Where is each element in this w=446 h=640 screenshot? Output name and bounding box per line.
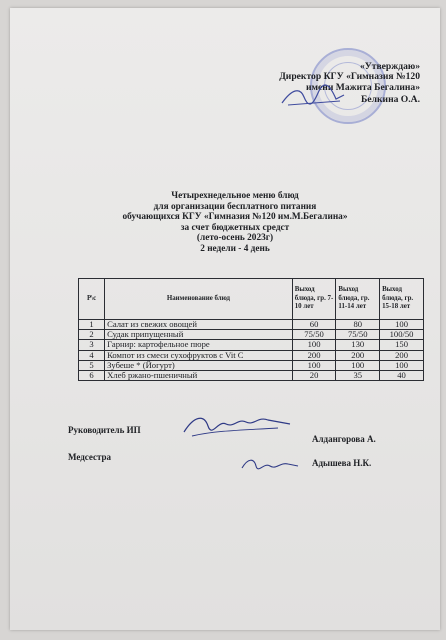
row-num: 5: [79, 360, 105, 370]
row-num: 3: [79, 340, 105, 350]
portion-7-10: 100: [292, 360, 336, 370]
title-line-4: за счет бюджетных средст: [180, 222, 290, 233]
portion-7-10: 100: [292, 340, 336, 350]
portion-15-18: 100: [380, 320, 424, 330]
table-row: [79, 320, 424, 330]
portion-11-14: 100: [336, 360, 380, 370]
approval-line-4: Белкина О.А.: [361, 94, 420, 106]
header-age-15-18: Выход блюда, гр. 15-18 лет: [380, 279, 424, 320]
dish-name: Судак припущенный: [105, 330, 293, 340]
nurse-role: Медсестра: [68, 452, 112, 462]
portion-7-10: 200: [292, 350, 336, 360]
portion-15-18: 40: [380, 371, 424, 381]
title-line-6: 2 недели - 4 день: [200, 243, 270, 254]
manager-name: Алдангорова А.: [312, 434, 376, 444]
portion-11-14: 130: [336, 340, 380, 350]
dish-name: Хлеб ржано-пшеничный: [105, 371, 293, 381]
dish-name: Гарнир: картофельное пюре: [105, 340, 293, 350]
manager-role: Руководитель ИП: [68, 425, 141, 435]
approval-line-3: имени Мажита Бегалина»: [305, 81, 420, 93]
table-row: [79, 330, 424, 340]
nurse-signature: [238, 454, 302, 478]
title-line-2: для организации бесплатного питания: [153, 201, 317, 212]
row-num: 1: [79, 320, 105, 330]
dish-name: Компот из смеси сухофруктов с Vit C: [105, 350, 293, 360]
nurse-name: Адышева Н.К.: [312, 458, 372, 468]
portion-11-14: 75/50: [336, 330, 380, 340]
director-signature: [278, 83, 348, 111]
portion-11-14: 80: [336, 320, 380, 330]
header-age-11-14: Выход блюда, гр. 11-14 лет: [336, 279, 380, 320]
menu-table: [78, 278, 424, 381]
row-num: 4: [79, 350, 105, 360]
row-num: 6: [79, 371, 105, 381]
document-page: [10, 8, 440, 630]
menu-title: [100, 191, 370, 254]
table-header-row: [79, 279, 424, 320]
table-row: [79, 340, 424, 350]
manager-signature: [178, 410, 298, 444]
dish-name: Зубеше * (Йогурт): [105, 360, 293, 370]
portion-7-10: 75/50: [292, 330, 336, 340]
approval-line-1: «Утверждаю»: [359, 61, 420, 72]
dish-name: Салат из свежих овощей: [105, 320, 293, 330]
row-num: 2: [79, 330, 105, 340]
title-line-1: Четырехнедельное меню блюд: [171, 191, 299, 201]
portion-15-18: 100: [380, 360, 424, 370]
portion-7-10: 20: [292, 371, 336, 381]
header-name: Наименование блюд: [105, 279, 293, 320]
portion-11-14: 35: [336, 371, 380, 381]
approval-line-2: Директор КГУ «Гимназия №120: [279, 71, 420, 83]
title-line-3: обучающихся КГУ «Гимназия №120 им.М.Бегалина»: [122, 212, 348, 222]
portion-11-14: 200: [336, 350, 380, 360]
portion-15-18: 200: [380, 350, 424, 360]
portion-15-18: 100/50: [380, 330, 424, 340]
portion-15-18: 150: [380, 340, 424, 350]
table-row: [79, 350, 424, 360]
table-row: [79, 360, 424, 370]
table-row: [79, 371, 424, 381]
portion-7-10: 60: [292, 320, 336, 330]
header-age-7-10: Выход блюда, гр. 7-10 лет: [292, 279, 336, 320]
title-line-5: (лето-осень 2023г): [196, 233, 274, 243]
header-num: Р\с: [79, 279, 105, 320]
